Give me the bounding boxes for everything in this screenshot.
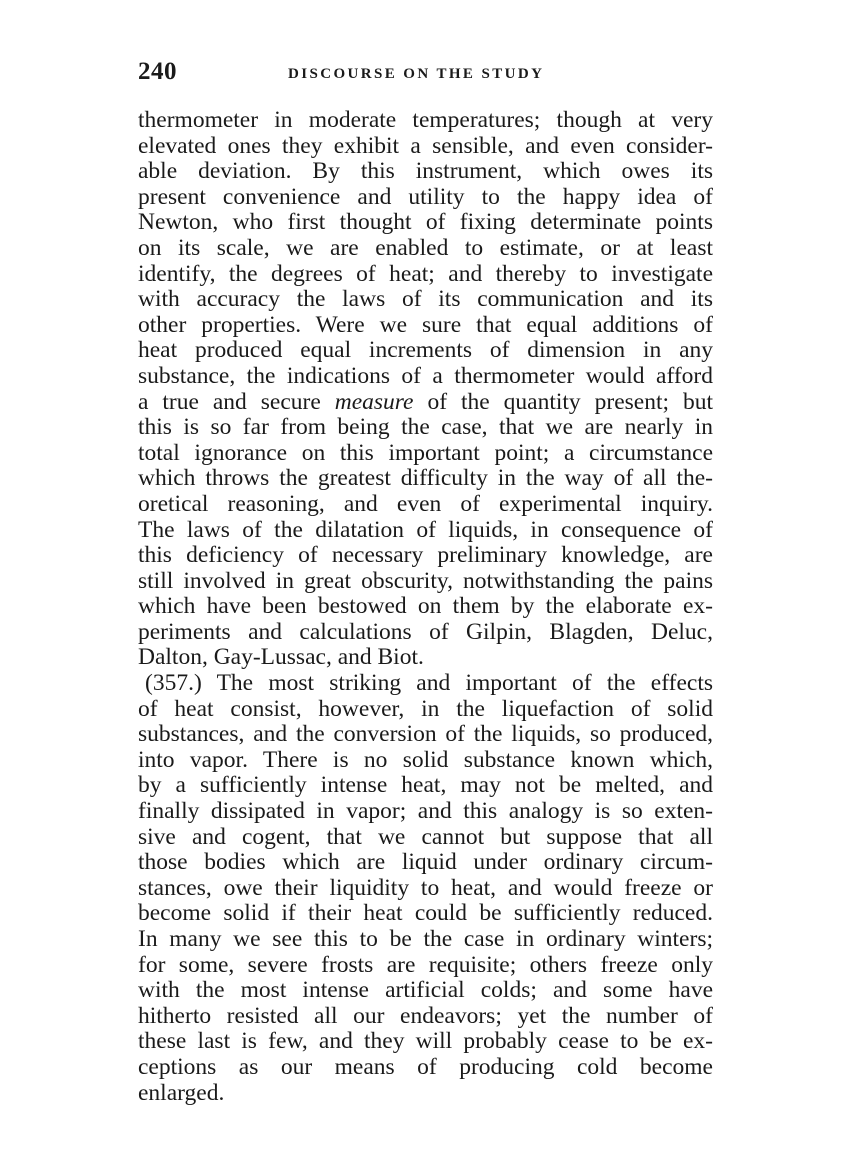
running-head-title: DISCOURSE ON THE STUDY xyxy=(288,66,545,82)
text-line: elevated ones they exhibit a sensible, and even consider- xyxy=(138,132,713,159)
text-line: by a sufficiently intense heat, may not be melted, and xyxy=(138,772,713,799)
text-line: total ignorance on this important point; a circumstance xyxy=(138,439,713,466)
text-line: substances, and the conversion of the liquids, so produced, xyxy=(138,721,713,748)
text-line: identify, the degrees of heat; and thereby to investigate xyxy=(138,260,713,287)
text-line: stances, owe their liquidity to heat, and would freeze or xyxy=(138,874,713,901)
text-line: enlarged. xyxy=(138,1079,225,1106)
book-page xyxy=(138,58,713,1106)
text-line: oretical reasoning, and even of experimental inquiry. xyxy=(138,490,713,517)
text-line: sive and cogent, that we cannot but suppose that all xyxy=(138,823,713,850)
body-text xyxy=(138,108,713,1106)
text-line: with the most intense artificial colds; and some have xyxy=(138,977,713,1004)
text-line: able deviation. By this instrument, which owes its xyxy=(138,158,713,185)
text-line: ceptions as our means of producing cold become xyxy=(138,1053,713,1080)
text-line: other properties. Were we sure that equal additions of xyxy=(138,311,713,338)
paragraph-1 xyxy=(138,108,713,671)
text-line-with-italic xyxy=(138,390,713,416)
text-line: this deficiency of necessary preliminary knowledge, are xyxy=(138,542,713,569)
running-head xyxy=(138,58,713,92)
text-line: this is so far from being the case, that we are nearly in xyxy=(138,414,713,441)
text-line: finally dissipated in vapor; and this analogy is so exten- xyxy=(138,798,713,825)
text-line: In many we see this to be the case in ordinary winters; xyxy=(138,926,713,952)
text-fragment: of the quantity present; but xyxy=(413,388,713,415)
text-line: those bodies which are liquid under ordinary circum- xyxy=(138,849,713,876)
text-line: heat produced equal increments of dimension in any xyxy=(138,337,713,364)
text-line: with accuracy the laws of its communication and its xyxy=(138,286,713,313)
text-line: become solid if their heat could be sufficiently reduced. xyxy=(138,900,713,927)
text-line: Newton, who first thought of fixing determinate points xyxy=(138,209,713,236)
text-line: present convenience and utility to the happy idea of xyxy=(138,183,713,210)
text-line: which have been bestowed on them by the elaborate ex- xyxy=(138,593,713,620)
text-line: still involved in great obscurity, notwithstanding the pains xyxy=(138,567,713,594)
italic-word-measure: measure xyxy=(334,388,414,415)
text-line: Dalton, Gay-Lussac, and Biot. xyxy=(138,644,424,671)
text-line: for some, severe frosts are requisite; others freeze only xyxy=(138,951,713,978)
text-line: which throws the greatest difficulty in the way of all the- xyxy=(138,465,713,492)
text-line: (357.) The most striking and important of the effects xyxy=(145,670,713,697)
text-line: of heat consist, however, in the liquefaction of solid xyxy=(138,695,713,722)
text-line: into vapor. There is no solid substance known which, xyxy=(138,746,713,773)
text-line: thermometer in moderate temperatures; though at very xyxy=(138,107,713,133)
text-line: substance, the indications of a thermometer would afford xyxy=(138,362,713,389)
text-line: these last is few, and they will probably cease to be ex- xyxy=(138,1028,713,1055)
paragraph-2 xyxy=(138,671,713,1106)
text-fragment: a true and secure xyxy=(138,388,335,415)
text-line: The laws of the dilatation of liquids, in consequence of xyxy=(138,516,713,543)
text-line: periments and calculations of Gilpin, Blagden, Deluc, xyxy=(138,618,713,645)
text-line: hitherto resisted all our endeavors; yet the number of xyxy=(138,1002,713,1029)
page-number: 240 xyxy=(138,58,177,85)
text-line: on its scale, we are enabled to estimate, or at least xyxy=(138,234,713,261)
